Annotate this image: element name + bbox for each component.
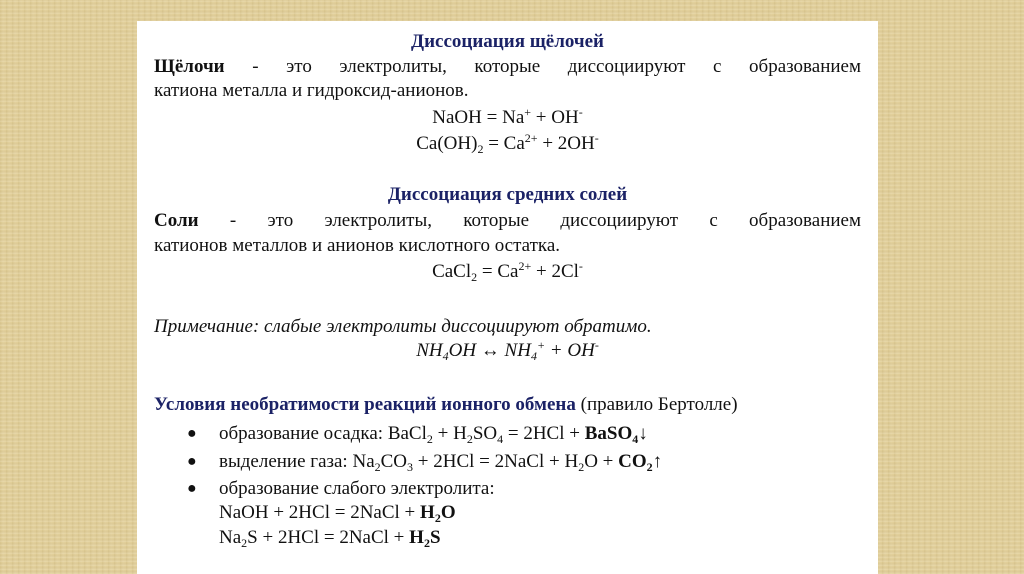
- alkali-heading: Диссоциация щёлочей: [411, 31, 604, 52]
- salts-definition-line2: катионов металлов и анионов кислотного остатка.: [154, 235, 561, 256]
- berthollet-heading: Условия необратимости реакций ионного обмена: [154, 394, 576, 415]
- alkali-term: Щёлочи: [154, 56, 225, 77]
- note-text: Примечание: слабые электролиты диссоциируют обратимо.: [154, 316, 652, 337]
- salts-definition: Соли - это электролиты, которые диссоциируют с образованием: [154, 210, 861, 231]
- equation-caoh2: $Ca(OH)_2 = Ca^{2+} + 2OH^-$: [416, 131, 599, 156]
- alkali-definition-line2: катиона металла и гидроксид-анионов.: [154, 80, 469, 101]
- bullet-icon: ●: [187, 425, 197, 442]
- salts-term: Соли: [154, 210, 199, 231]
- berthollet-heading-line: [154, 394, 738, 416]
- equation-nh4oh: $NH_4OH$ ↔ $NH_4^+ + OH^-$: [416, 338, 599, 363]
- down-arrow-icon: ↓: [638, 423, 648, 444]
- list-item-precipitate: образование осадка: BaCl$_2$ + $H_2SO_4 = 2HCl$ + BaSO$_4$↓: [219, 423, 648, 446]
- equation-na2s-hcl: $Na_2S + 2HCl$ = 2NaCl + $H_2S$: [219, 527, 441, 550]
- salts-heading: Диссоциация средних солей: [387, 184, 628, 205]
- equation-naoh-hcl: NaOH + 2HCl = 2NaCl + $H_2O$: [219, 502, 456, 525]
- up-arrow-icon: ↑: [652, 451, 663, 472]
- list-item-weak-electrolyte: образование слабого электролита:: [219, 478, 495, 499]
- bullet-icon: ●: [187, 480, 197, 497]
- equation-naoh: NaOH = Na+ + OH-: [432, 105, 583, 128]
- equation-cacl2: CaCl$_2$ = $Ca^{2+} + 2Cl^-$: [432, 259, 583, 284]
- alkali-definition: Щёлочи - это электролиты, которые диссоциируют с образованием: [154, 56, 861, 77]
- bullet-icon: ●: [187, 453, 197, 470]
- list-item-gas: выделение газа: $Na_2CO_3 + 2HCl$ = 2NaCl + $H_2O$ + $CO_2↑$: [219, 451, 663, 474]
- document-page: [137, 21, 878, 574]
- berthollet-heading-suffix: (правило Бертолле): [575, 394, 738, 415]
